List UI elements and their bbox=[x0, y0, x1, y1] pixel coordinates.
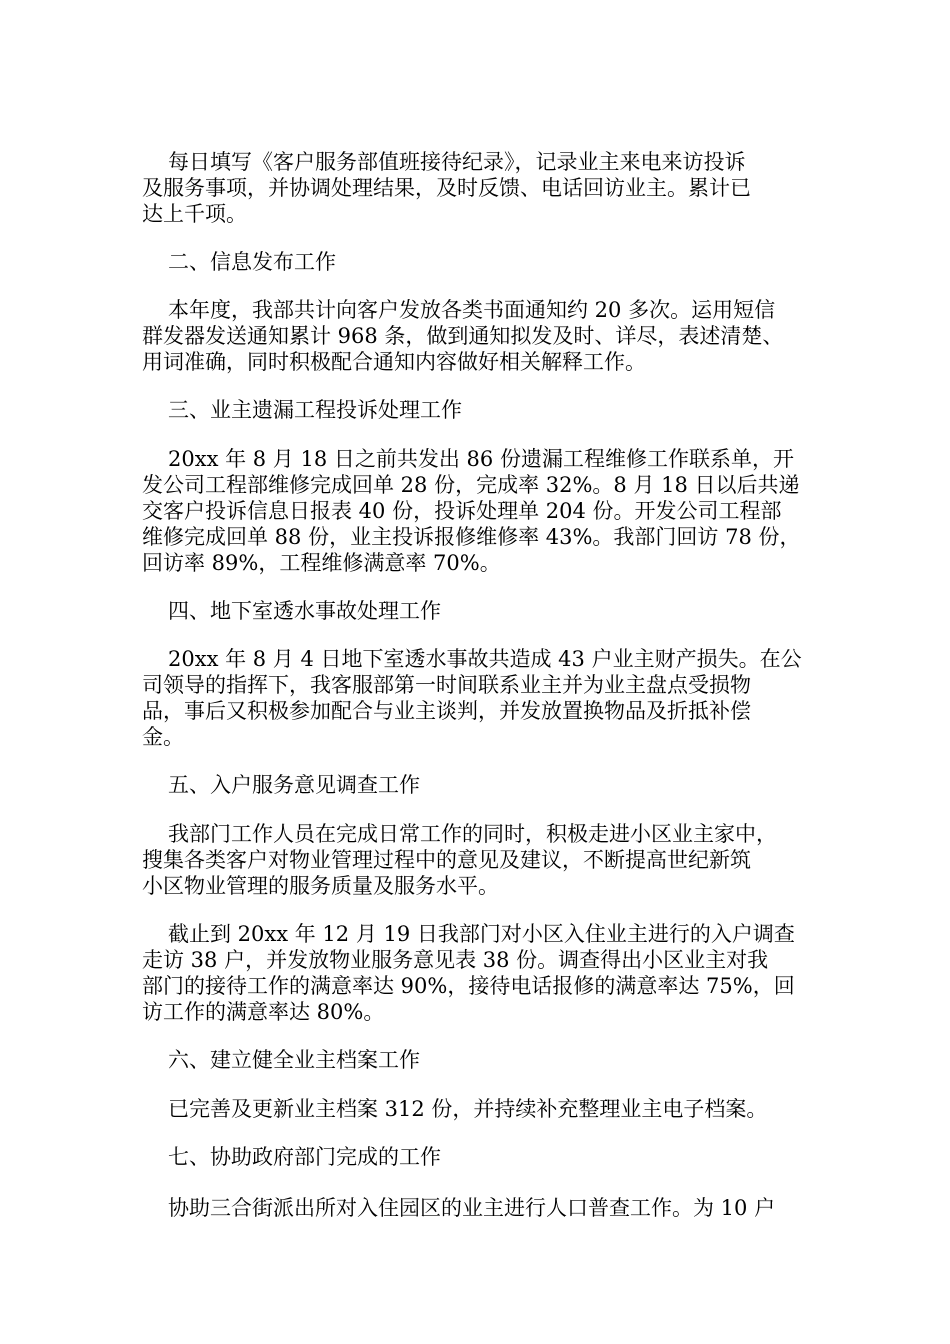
text-line: 协助三合街派出所对入住园区的业主进行人口普查工作。为 10 户 bbox=[168, 1196, 776, 1220]
text-line: 20xx 年 8 月 18 日之前共发出 86 份遗漏工程维修工作联系单，开 bbox=[168, 447, 794, 471]
text-line: 金。 bbox=[142, 725, 184, 749]
text-line: 20xx 年 8 月 4 日地下室透水事故共造成 43 户业主财产损失。在公 bbox=[168, 647, 802, 671]
section-heading: 二、信息发布工作 bbox=[168, 250, 336, 274]
section-heading: 七、协助政府部门完成的工作 bbox=[168, 1145, 441, 1169]
text-line: 访工作的满意率达 80%。 bbox=[142, 1000, 385, 1024]
section-heading: 五、入户服务意见调查工作 bbox=[168, 773, 420, 797]
text-line: 达上千项。 bbox=[142, 202, 247, 226]
text-line: 用词准确，同时积极配合通知内容做好相关解释工作。 bbox=[142, 350, 646, 374]
text-line: 小区物业管理的服务质量及服务水平。 bbox=[142, 874, 499, 898]
text-line: 维修完成回单 88 份，业主投诉报修维修率 43%。我部门回访 78 份， bbox=[142, 525, 801, 549]
text-line: 品，事后又积极参加配合与业主谈判，并发放置换物品及折抵补偿 bbox=[142, 699, 751, 723]
text-line: 已完善及更新业主档案 312 份，并持续补充整理业主电子档案。 bbox=[168, 1097, 768, 1121]
text-line: 及服务事项，并协调处理结果，及时反馈、电话回访业主。累计已 bbox=[142, 176, 751, 200]
text-line: 司领导的指挥下，我客服部第一时间联系业主并为业主盘点受损物 bbox=[142, 673, 751, 697]
text-line: 走访 38 户，并发放物业服务意见表 38 份。调查得出小区业主对我 bbox=[142, 948, 769, 972]
text-line: 交客户投诉信息日报表 40 份，投诉处理单 204 份。开发公司工程部 bbox=[142, 499, 782, 523]
section-heading: 四、地下室透水事故处理工作 bbox=[168, 599, 441, 623]
section-heading: 六、建立健全业主档案工作 bbox=[168, 1048, 420, 1072]
text-line: 截止到 20xx 年 12 月 19 日我部门对小区入住业主进行的入户调查 bbox=[168, 922, 795, 946]
text-line: 发公司工程部维修完成回单 28 份，完成率 32%。8 月 18 日以后共递 bbox=[142, 473, 800, 497]
text-line: 本年度，我部共计向客户发放各类书面通知约 20 多次。运用短信 bbox=[168, 298, 776, 322]
text-line: 群发器发送通知累计 968 条，做到通知拟发及时、详尽，表述清楚、 bbox=[142, 324, 784, 348]
section-heading: 三、业主遗漏工程投诉处理工作 bbox=[168, 398, 462, 422]
text-line: 我部门工作人员在完成日常工作的同时，积极走进小区业主家中， bbox=[168, 822, 777, 846]
text-line: 部门的接待工作的满意率达 90%，接待电话报修的满意率达 75%，回 bbox=[142, 974, 795, 998]
text-line: 每日填写《客户服务部值班接待纪录》，记录业主来电来访投诉 bbox=[168, 150, 746, 174]
text-line: 搜集各类客户对物业管理过程中的意见及建议，不断提高世纪新筑 bbox=[142, 848, 751, 872]
text-line: 回访率 89%，工程维修满意率 70%。 bbox=[142, 551, 501, 575]
